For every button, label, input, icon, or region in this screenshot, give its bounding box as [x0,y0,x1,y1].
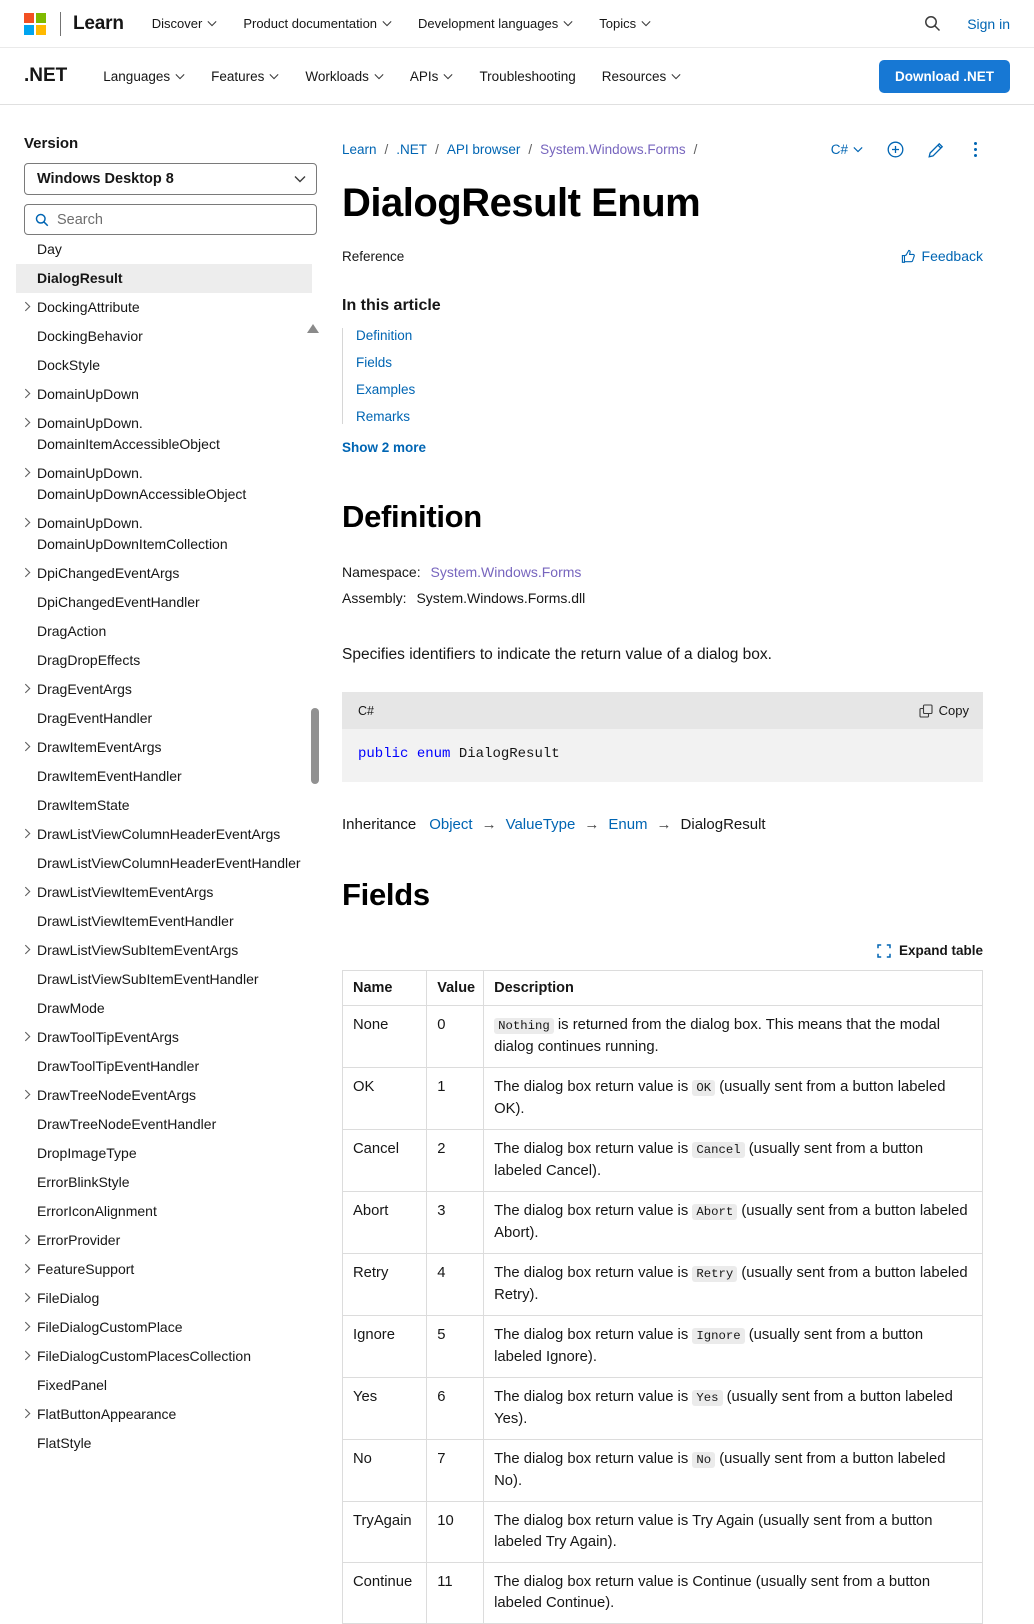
breadcrumb-separator: / [528,142,533,157]
sidebar-item-label: DropImageType [37,1145,137,1161]
sidebar-item[interactable] [16,1371,312,1400]
sidebar-item[interactable] [16,878,312,907]
inheritance-row [342,816,983,833]
arrow-icon: → [481,816,497,833]
language-picker[interactable] [831,142,863,157]
nav-item-label: Workloads [305,68,369,84]
sidebar-item[interactable] [16,820,312,849]
arrow-icon: → [656,816,672,833]
sidebar-item-label: ErrorProvider [37,1232,121,1248]
sidebar-item[interactable] [16,849,312,878]
nav-item-label: Development languages [418,16,559,31]
feedback-label: Feedback [921,248,983,264]
chevron-right-icon [24,1031,31,1042]
sidebar-item[interactable] [16,907,312,936]
table-row [343,1006,983,1068]
assembly-label: Assembly: [342,590,407,606]
article-link[interactable]: Fields [356,355,393,370]
sidebar-item[interactable] [16,791,312,820]
sidebar-item-label: DrawTreeNodeEventArgs [37,1087,196,1103]
sidebar-item-label: DockingBehavior [37,328,143,344]
field-description-cell: The dialog box return value is Retry (usually sent from a button labeled Retry). [484,1254,983,1316]
product-nav [103,69,681,84]
sign-in-link[interactable]: Sign in [967,15,1010,32]
sidebar-item-label: DrawTreeNodeEventHandler [37,1116,217,1132]
nav-item-label: Resources [601,68,667,84]
sidebar-item-label: DrawListViewItemEventHandler [37,913,234,929]
sidebar-item-label: DockingAttribute [37,299,140,315]
breadcrumb-link[interactable]: Learn [342,142,377,157]
chevron-spacer [24,1375,37,1379]
version-select[interactable] [24,163,317,195]
divider [60,12,61,36]
sidebar [0,105,341,1624]
chevron-spacer [24,650,37,654]
table-row [343,1130,983,1192]
table-row [343,1316,983,1378]
field-description-cell: The dialog box return value is Abort (usually sent from a button labeled Abort). [484,1192,983,1254]
chevron-right-icon[interactable] [24,563,37,578]
sidebar-item[interactable] [16,733,312,762]
top-nav-item-product-documentation[interactable] [243,16,392,31]
chevron-spacer [24,1433,37,1437]
code-token: enum [416,746,451,762]
table-row [343,1440,983,1502]
scrollbar-thumb[interactable] [311,708,319,784]
nav-item-label: Features [211,68,265,84]
sidebar-item[interactable] [16,559,312,588]
sidebar-item[interactable] [16,1052,312,1081]
sidebar-item[interactable] [16,936,312,965]
field-value-cell: 5 [427,1316,484,1378]
sidebar-item[interactable] [16,1313,312,1342]
table-row [343,1254,983,1316]
field-description-cell: The dialog box return value is Try Again (usually sent from a button labeled Try Again). [484,1502,983,1563]
learn-brand[interactable]: Learn [73,12,124,34]
breadcrumb-link[interactable]: System.Windows.Forms [540,142,686,157]
chevron-spacer [24,239,37,243]
expand-icon [877,944,891,958]
chevron-spacer [24,621,37,625]
chevron-right-icon [24,467,31,478]
inline-code-chip: OK [692,1080,715,1096]
inheritance-link[interactable]: Enum [608,816,648,833]
field-name-cell: OK [343,1068,427,1130]
chevron-down-icon [563,20,573,27]
sidebar-item-label: DomainUpDown.​DomainUpDownItemCollection [37,515,228,552]
sidebar-item[interactable] [16,617,312,646]
inheritance-link[interactable]: ValueType [505,816,576,833]
arrow-icon: → [584,816,600,833]
sidebar-item[interactable] [16,235,312,264]
table-row [343,1192,983,1254]
chevron-right-icon [24,1408,31,1419]
search-icon [35,213,49,227]
sidebar-item[interactable] [16,1139,312,1168]
column-header: Description [484,971,983,1006]
chevron-right-icon [24,1321,31,1332]
chevron-spacer [24,969,37,973]
chevron-down-icon [443,73,453,80]
inline-code-chip: No [692,1452,715,1468]
sidebar-item[interactable] [16,1168,312,1197]
table-row [343,1378,983,1440]
sidebar-item-label: DomainUpDown.​DomainUpDownAccessibleObject [37,465,247,502]
nav-item-label: Discover [151,16,203,31]
chevron-right-icon[interactable] [24,1230,37,1245]
chevron-down-icon [294,175,306,183]
nav-item-label: Product documentation [243,16,378,31]
chevron-right-icon[interactable] [24,940,37,955]
column-header: Value [427,971,484,1006]
product-nav-item-workloads[interactable] [305,69,384,84]
chevron-spacer [24,268,37,272]
sidebar-item[interactable] [16,1429,312,1458]
chevron-right-icon[interactable] [24,463,37,478]
feedback-button[interactable] [901,248,983,264]
sidebar-item[interactable] [16,646,312,675]
field-name-cell: Abort [343,1192,427,1254]
sidebar-item[interactable] [16,509,312,559]
chevron-right-icon[interactable] [24,297,37,312]
sidebar-item[interactable] [16,1400,312,1429]
product-header [0,48,1034,105]
sidebar-item-label: FileDialogCustomPlacesCollection [37,1348,251,1364]
nav-item-label: APIs [409,68,439,84]
chevron-right-icon [24,683,31,694]
chevron-right-icon[interactable] [24,1288,37,1303]
chevron-spacer [24,592,37,596]
field-name-cell: No [343,1440,427,1502]
sidebar-item-label: ErrorBlinkStyle [37,1174,130,1190]
chevron-right-icon [24,301,31,312]
article-link[interactable]: Remarks [356,409,411,424]
field-description-cell: The dialog box return value is Cancel (usually sent from a button labeled Cancel). [484,1130,983,1192]
copy-icon [919,704,933,718]
namespace-link[interactable]: System.Windows.Forms [430,564,582,580]
thumbs-up-icon [901,249,916,264]
sidebar-item[interactable] [16,1197,312,1226]
product-nav-item-features[interactable] [211,69,279,84]
sidebar-item-label: DpiChangedEventHandler [37,594,200,610]
fields-heading: Fields [342,877,430,912]
sidebar-item[interactable] [16,293,312,322]
sidebar-item-label: DragDropEffects [37,652,141,668]
namespace-label: Namespace: [342,564,421,580]
chevron-right-icon [24,1292,31,1303]
sidebar-item[interactable] [16,351,312,380]
sidebar-item-label: DrawListViewColumnHeaderEventArgs [37,826,281,842]
sidebar-item-label: DrawToolTipEventArgs [37,1029,179,1045]
field-description-cell: The dialog box return value is Continue (usually sent from a button labeled Continue). [484,1563,983,1624]
chevron-right-icon [24,886,31,897]
chevron-down-icon [671,73,681,80]
chevron-right-icon [24,1234,31,1245]
sidebar-item-label: DrawListViewSubItemEventArgs [37,942,239,958]
edit-icon[interactable] [928,142,944,158]
more-actions-icon[interactable] [968,140,983,159]
code-block [342,692,983,782]
sidebar-item-label: DragAction [37,623,107,639]
chevron-right-icon[interactable] [24,679,37,694]
table-row [343,1068,983,1130]
inline-code-chip: Retry [692,1266,737,1282]
chevron-right-icon [24,517,31,528]
sidebar-item[interactable] [16,1081,312,1110]
article-link[interactable]: Examples [356,382,416,397]
inline-code-chip: Ignore [692,1328,744,1344]
field-name-cell: TryAgain [343,1502,427,1563]
sidebar-item[interactable] [16,1255,312,1284]
column-header: Name [343,971,427,1006]
sidebar-item[interactable] [16,322,312,351]
inheritance-label: Inheritance [342,816,417,833]
field-name-cell: None [343,1006,427,1068]
field-description-cell: The dialog box return value is Ignore (usually sent from a button labeled Ignore). [484,1316,983,1378]
table-row [343,1502,983,1563]
chevron-right-icon [24,828,31,839]
code-token [408,746,416,762]
chevron-spacer [24,1172,37,1176]
breadcrumb-separator: / [384,142,389,157]
sidebar-item[interactable] [16,459,312,509]
expand-table-label: Expand table [898,943,983,958]
sidebar-item[interactable] [16,762,312,791]
field-name-cell: Cancel [343,1130,427,1192]
chevron-down-icon [853,146,863,153]
sidebar-item[interactable] [16,1284,312,1313]
top-nav-item-discover[interactable] [152,16,218,31]
field-name-cell: Retry [343,1254,427,1316]
chevron-spacer [24,911,37,915]
field-value-cell: 0 [427,1006,484,1068]
chevron-down-icon [641,20,651,27]
sidebar-item-label: FileDialog [37,1290,100,1306]
nav-item-label: Languages [103,68,171,84]
sidebar-item-label: DrawListViewColumnHeaderEventHandler [37,855,301,871]
search-icon[interactable] [924,15,941,32]
chevron-spacer [24,1201,37,1205]
product-nav-item-languages[interactable] [103,69,185,84]
chevron-right-icon[interactable] [24,384,37,399]
inline-code-chip: Abort [692,1204,737,1220]
sidebar-item-label: FlatButtonAppearance [37,1406,177,1422]
sidebar-item-label: DragEventArgs [37,681,132,697]
nav-item-label: Troubleshooting [479,68,576,84]
in-this-article-heading: In this article [342,297,441,314]
reference-label: Reference [342,248,405,264]
field-description-cell: The dialog box return value is OK (usually sent from a button labeled OK). [484,1068,983,1130]
chevron-spacer [24,795,37,799]
code-text[interactable] [342,729,983,782]
chevron-right-icon [24,1089,31,1100]
field-value-cell: 4 [427,1254,484,1316]
chevron-spacer [24,766,37,770]
code-token: public [358,746,409,762]
sidebar-item-label: FeatureSupport [37,1261,135,1277]
top-nav [152,16,651,31]
chevron-right-icon [24,1263,31,1274]
sidebar-item-label: DrawListViewItemEventArgs [37,884,214,900]
sidebar-item-label: FlatStyle [37,1435,92,1451]
chevron-spacer [24,326,37,330]
sidebar-item-label: DpiChangedEventArgs [37,565,180,581]
sidebar-item-label: DrawToolTipEventHandler [37,1058,200,1074]
sidebar-item[interactable] [16,264,312,293]
sidebar-item-label: DrawMode [37,1000,105,1016]
sidebar-item-label: DockStyle [37,357,101,373]
sidebar-item-label: FileDialogCustomPlace [37,1319,183,1335]
field-value-cell: 7 [427,1440,484,1502]
chevron-spacer [24,1114,37,1118]
field-value-cell: 3 [427,1192,484,1254]
sidebar-item[interactable] [16,409,312,459]
chevron-down-icon [374,73,384,80]
inline-code-chip: Yes [692,1390,722,1406]
product-nav-item-resources[interactable] [602,69,682,84]
chevron-spacer [24,708,37,712]
copy-button[interactable] [919,703,969,718]
field-description-cell: The dialog box return value is Yes (usually sent from a button labeled Yes). [484,1378,983,1440]
breadcrumb-link[interactable]: .NET [396,142,428,157]
chevron-right-icon[interactable] [24,1346,37,1361]
sidebar-search[interactable] [24,204,317,235]
chevron-right-icon [24,1350,31,1361]
definition-heading: Definition [342,499,482,534]
sidebar-item-label: DrawItemState [37,797,130,813]
chevron-right-icon[interactable] [24,513,37,528]
chevron-right-icon[interactable] [24,824,37,839]
code-token: DialogResult [450,746,560,762]
inheritance-link[interactable]: Object [429,816,473,833]
field-name-cell: Continue [343,1563,427,1624]
sidebar-item[interactable] [16,675,312,704]
chevron-spacer [24,998,37,1002]
site-header [0,0,1034,48]
field-value-cell: 6 [427,1378,484,1440]
article-links [342,328,983,424]
article-link[interactable]: Definition [356,328,413,343]
chevron-right-icon[interactable] [24,1027,37,1042]
sidebar-item[interactable] [16,380,312,409]
chevron-right-icon[interactable] [24,1259,37,1274]
breadcrumb-link[interactable]: API browser [446,142,521,157]
table-row [343,1563,983,1624]
breadcrumb [342,142,697,157]
breadcrumb-separator: / [435,142,439,157]
sidebar-item[interactable] [16,1110,312,1139]
chevron-right-icon [24,417,31,428]
sidebar-item-label: Day [37,241,62,257]
assembly-value: System.Windows.Forms.dll [416,590,586,606]
field-value-cell: 11 [427,1563,484,1624]
chevron-right-icon [24,741,31,752]
sidebar-item[interactable] [16,1226,312,1255]
inline-code-chip: Nothing [494,1018,554,1034]
api-toc-list [24,235,312,1475]
add-to-collection-icon[interactable] [887,141,904,158]
chevron-right-icon[interactable] [24,737,37,752]
sidebar-item[interactable] [16,994,312,1023]
sidebar-item-label: DialogResult [37,270,123,286]
top-nav-item-development-languages[interactable] [418,16,573,31]
chevron-right-icon[interactable] [24,1317,37,1332]
field-description-cell: The dialog box return value is No (usually sent from a button labeled No). [484,1440,983,1502]
expand-table-button[interactable] [342,943,983,958]
sidebar-item[interactable] [16,1342,312,1371]
sidebar-item-label: DrawListViewSubItemEventHandler [37,971,259,987]
sidebar-item[interactable] [16,965,312,994]
field-value-cell: 2 [427,1130,484,1192]
dotnet-brand[interactable]: .NET [24,65,68,86]
product-nav-item-troubleshooting[interactable] [479,69,575,84]
product-nav-item-apis[interactable] [410,69,454,84]
chevron-right-icon[interactable] [24,1404,37,1419]
chevron-right-icon[interactable] [24,413,37,428]
sidebar-search-input[interactable] [57,212,308,228]
sidebar-item[interactable] [16,1023,312,1052]
nav-item-label: Topics [599,16,637,31]
page-title: DialogResult Enum [342,181,701,225]
sidebar-item-label: DomainUpDown [37,386,139,402]
field-name-cell: Ignore [343,1316,427,1378]
field-value-cell: 10 [427,1502,484,1563]
sidebar-item[interactable] [16,704,312,733]
chevron-down-icon [207,20,217,27]
top-nav-item-topics[interactable] [599,16,651,31]
chevron-down-icon [382,20,392,27]
sidebar-item-label: DomainUpDown.​DomainItemAccessibleObject [37,415,220,452]
microsoft-logo-icon[interactable] [24,13,46,35]
breadcrumb-separator: / [693,142,698,157]
field-description-cell: Nothing is returned from the dialog box. This means that the modal dialog continues running. [484,1006,983,1068]
sidebar-item-label: ErrorIconAlignment [37,1203,157,1219]
chevron-down-icon [175,73,185,80]
copy-label: Copy [938,703,969,718]
chevron-spacer [24,853,37,857]
sidebar-item-label: FixedPanel [37,1377,108,1393]
field-value-cell: 1 [427,1068,484,1130]
sidebar-item-label: DrawItemEventArgs [37,739,162,755]
chevron-spacer [24,1143,37,1147]
chevron-spacer [24,1056,37,1060]
sidebar-item[interactable] [16,588,312,617]
chevron-right-icon[interactable] [24,882,37,897]
sidebar-item-label: DragEventHandler [37,710,153,726]
version-label: Version [24,135,79,152]
show-more-link[interactable]: Show 2 more [342,440,427,455]
chevron-spacer [24,355,37,359]
inheritance-current: DialogResult [680,816,766,833]
version-value: Windows Desktop 8 [37,171,174,187]
chevron-right-icon [24,388,31,399]
chevron-right-icon [24,567,31,578]
sidebar-item-label: DrawItemEventHandler [37,768,182,784]
fields-table [342,970,983,1624]
download-dotnet-button[interactable]: Download .NET [879,60,1010,93]
scrollbar-up-arrow[interactable] [307,324,319,333]
chevron-right-icon[interactable] [24,1085,37,1100]
summary-text: Specifies identifiers to indicate the return value of a dialog box. [342,646,772,663]
field-name-cell: Yes [343,1378,427,1440]
chevron-down-icon [269,73,279,80]
main-content [342,105,983,1624]
chevron-right-icon [24,944,31,955]
inline-code-chip: Cancel [692,1142,744,1158]
code-lang-label: C# [358,703,374,718]
language-picker-value: C# [830,142,848,157]
